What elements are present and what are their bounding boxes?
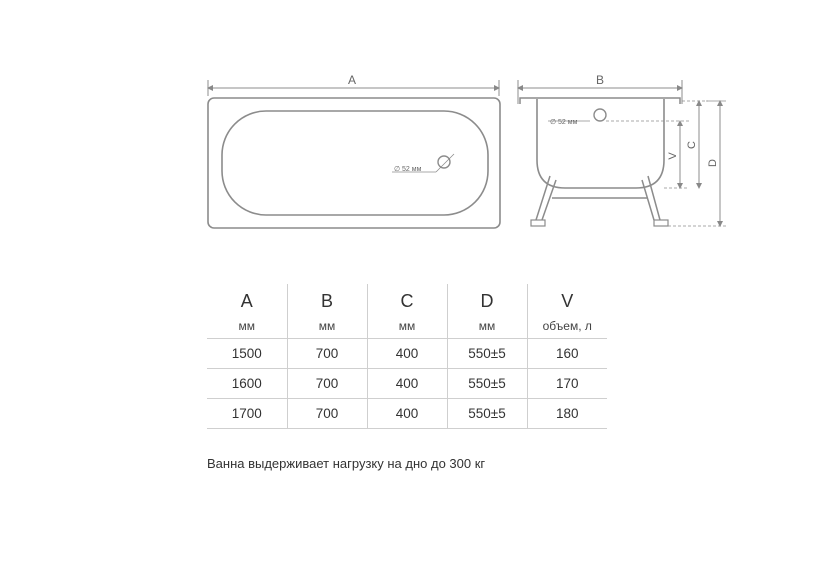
table-cell: 180 (555, 405, 579, 421)
tub-outline (208, 98, 500, 228)
header-cell (367, 284, 447, 338)
side-drain-hole (594, 109, 606, 121)
table-cell: 400 (367, 368, 447, 398)
tub-basin (222, 111, 488, 215)
side-drain-label: ∅ 52 мм (550, 119, 578, 126)
header-cell (527, 284, 607, 338)
bathtub-drawing (0, 0, 814, 260)
top-view (208, 80, 500, 228)
header-unit: мм (398, 318, 416, 333)
header-unit: мм (318, 318, 336, 333)
table-row (207, 338, 607, 368)
table-cell: 700 (287, 368, 367, 398)
table-cell: 550±5 (447, 338, 527, 368)
dimension-c-label: C (686, 141, 698, 149)
dimensions-table (207, 284, 607, 429)
dimension-v-label: V (667, 152, 679, 160)
side-view (518, 80, 726, 226)
header-letter: C (400, 290, 414, 311)
tub-body (537, 99, 664, 188)
header-unit: мм (478, 318, 496, 333)
table-cell: 170 (555, 375, 579, 391)
table-cell: 160 (555, 345, 579, 361)
top-drain-label: ∅ 52 мм (394, 166, 422, 173)
header-cell (287, 284, 367, 338)
header-letter: V (561, 290, 574, 311)
table-cell: 400 (367, 338, 447, 368)
header-cell (447, 284, 527, 338)
table-cell: 700 (287, 398, 367, 428)
table-cell: 550±5 (447, 368, 527, 398)
drain-hole (438, 156, 450, 168)
table-row (207, 398, 607, 428)
header-letter: B (320, 290, 333, 311)
dimension-b-label: B (595, 73, 605, 87)
dimension-a-label: A (347, 73, 357, 87)
header-letter: A (240, 290, 253, 311)
load-note: Ванна выдерживает нагрузку на дно до 300 кг (207, 456, 486, 471)
rim (520, 98, 680, 104)
table-cell: 1600 (207, 368, 287, 398)
table-cell: 1500 (207, 338, 287, 368)
dimension-d-label: D (707, 159, 719, 167)
table-header-row (207, 284, 607, 338)
header-unit: мм (238, 318, 255, 333)
table-cell: 550±5 (447, 398, 527, 428)
table-cell: 1700 (207, 398, 287, 428)
header-cell (207, 284, 287, 338)
table-cell: 400 (367, 398, 447, 428)
header-unit: объем, л (542, 318, 592, 333)
table-row (207, 368, 607, 398)
table-cell: 700 (287, 338, 367, 368)
header-letter: D (480, 290, 494, 311)
